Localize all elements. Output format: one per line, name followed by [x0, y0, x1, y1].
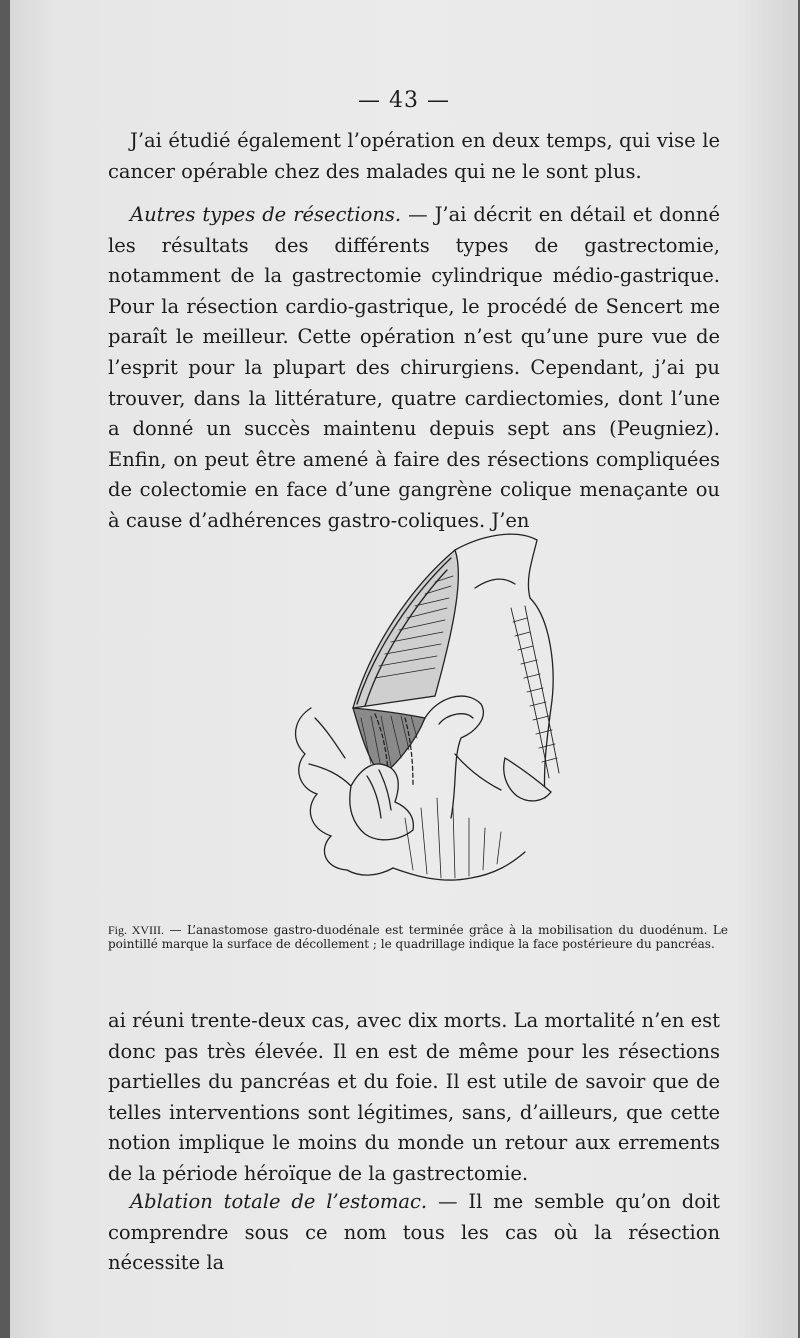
paragraph-total-ablation: [108, 1187, 720, 1279]
figure-label: Fig. XVIII.: [108, 923, 165, 937]
book-page: [10, 0, 798, 1338]
paragraph-results: [108, 1006, 720, 1190]
paragraph-total-ablation-text: — Il me semble qu’on doit comprendre sous ce nom tous les cas où la résection nécessite la: [108, 1190, 721, 1275]
paragraph-intro-text: J’ai étudié également l’opération en deux temps, qui vise le cancer opérable chez des malades qui ne le sont plus.: [108, 129, 720, 183]
surgical-illustration: [275, 518, 565, 898]
paragraph-results-text: ai réuni trente-deux cas, avec dix morts. La mortalité n’en est donc pas très élevée. Il en est de même pour les résections partielles du pancréas et du foie. Il est utile de savoir que de telles interventions sont légitimes, sans, d’ailleurs, que cette notion implique le moins du monde un retour aux errements de la période héroïque de la gastrectomie.: [108, 1009, 720, 1185]
figure-caption: [108, 924, 728, 951]
page-number: — 43 —: [358, 88, 450, 113]
section-heading-other-resections: Autres types de résections.: [130, 203, 402, 226]
paragraph-intro: [108, 126, 720, 187]
section-heading-total-ablation: Ablation totale de l’estomac.: [130, 1190, 428, 1213]
paragraph-other-resections: [108, 200, 720, 537]
figure-caption-text: — L’anastomose gastro-duodénale est terminée grâce à la mobilisation du duodénum. Le pointillé marque la surface de décollement ; le quadrillage indique la face postérieure du pancréas.: [108, 923, 729, 951]
paragraph-other-resections-text: — J’ai décrit en détail et donné les résultats des différents types de gastrectomie, notamment de la gastrectomie cylindrique médio-gastrique. Pour la résection cardio-gastrique, le procédé de Sencert me paraît le meilleur. Cette opération n’est qu’une pure vue de l’esprit pour la plupart des chirurgiens. Cependant, j’ai pu trouver, dans la littérature, quatre cardiectomies, dont l’une a donné un succès maintenu depuis sept ans (Peugniez). Enfin, on peut être amené à faire des résections compliquées de colectomie en face d’une gangrène colique menaçante ou à cause d’adhérences gastro-coliques. J’en: [108, 203, 720, 532]
